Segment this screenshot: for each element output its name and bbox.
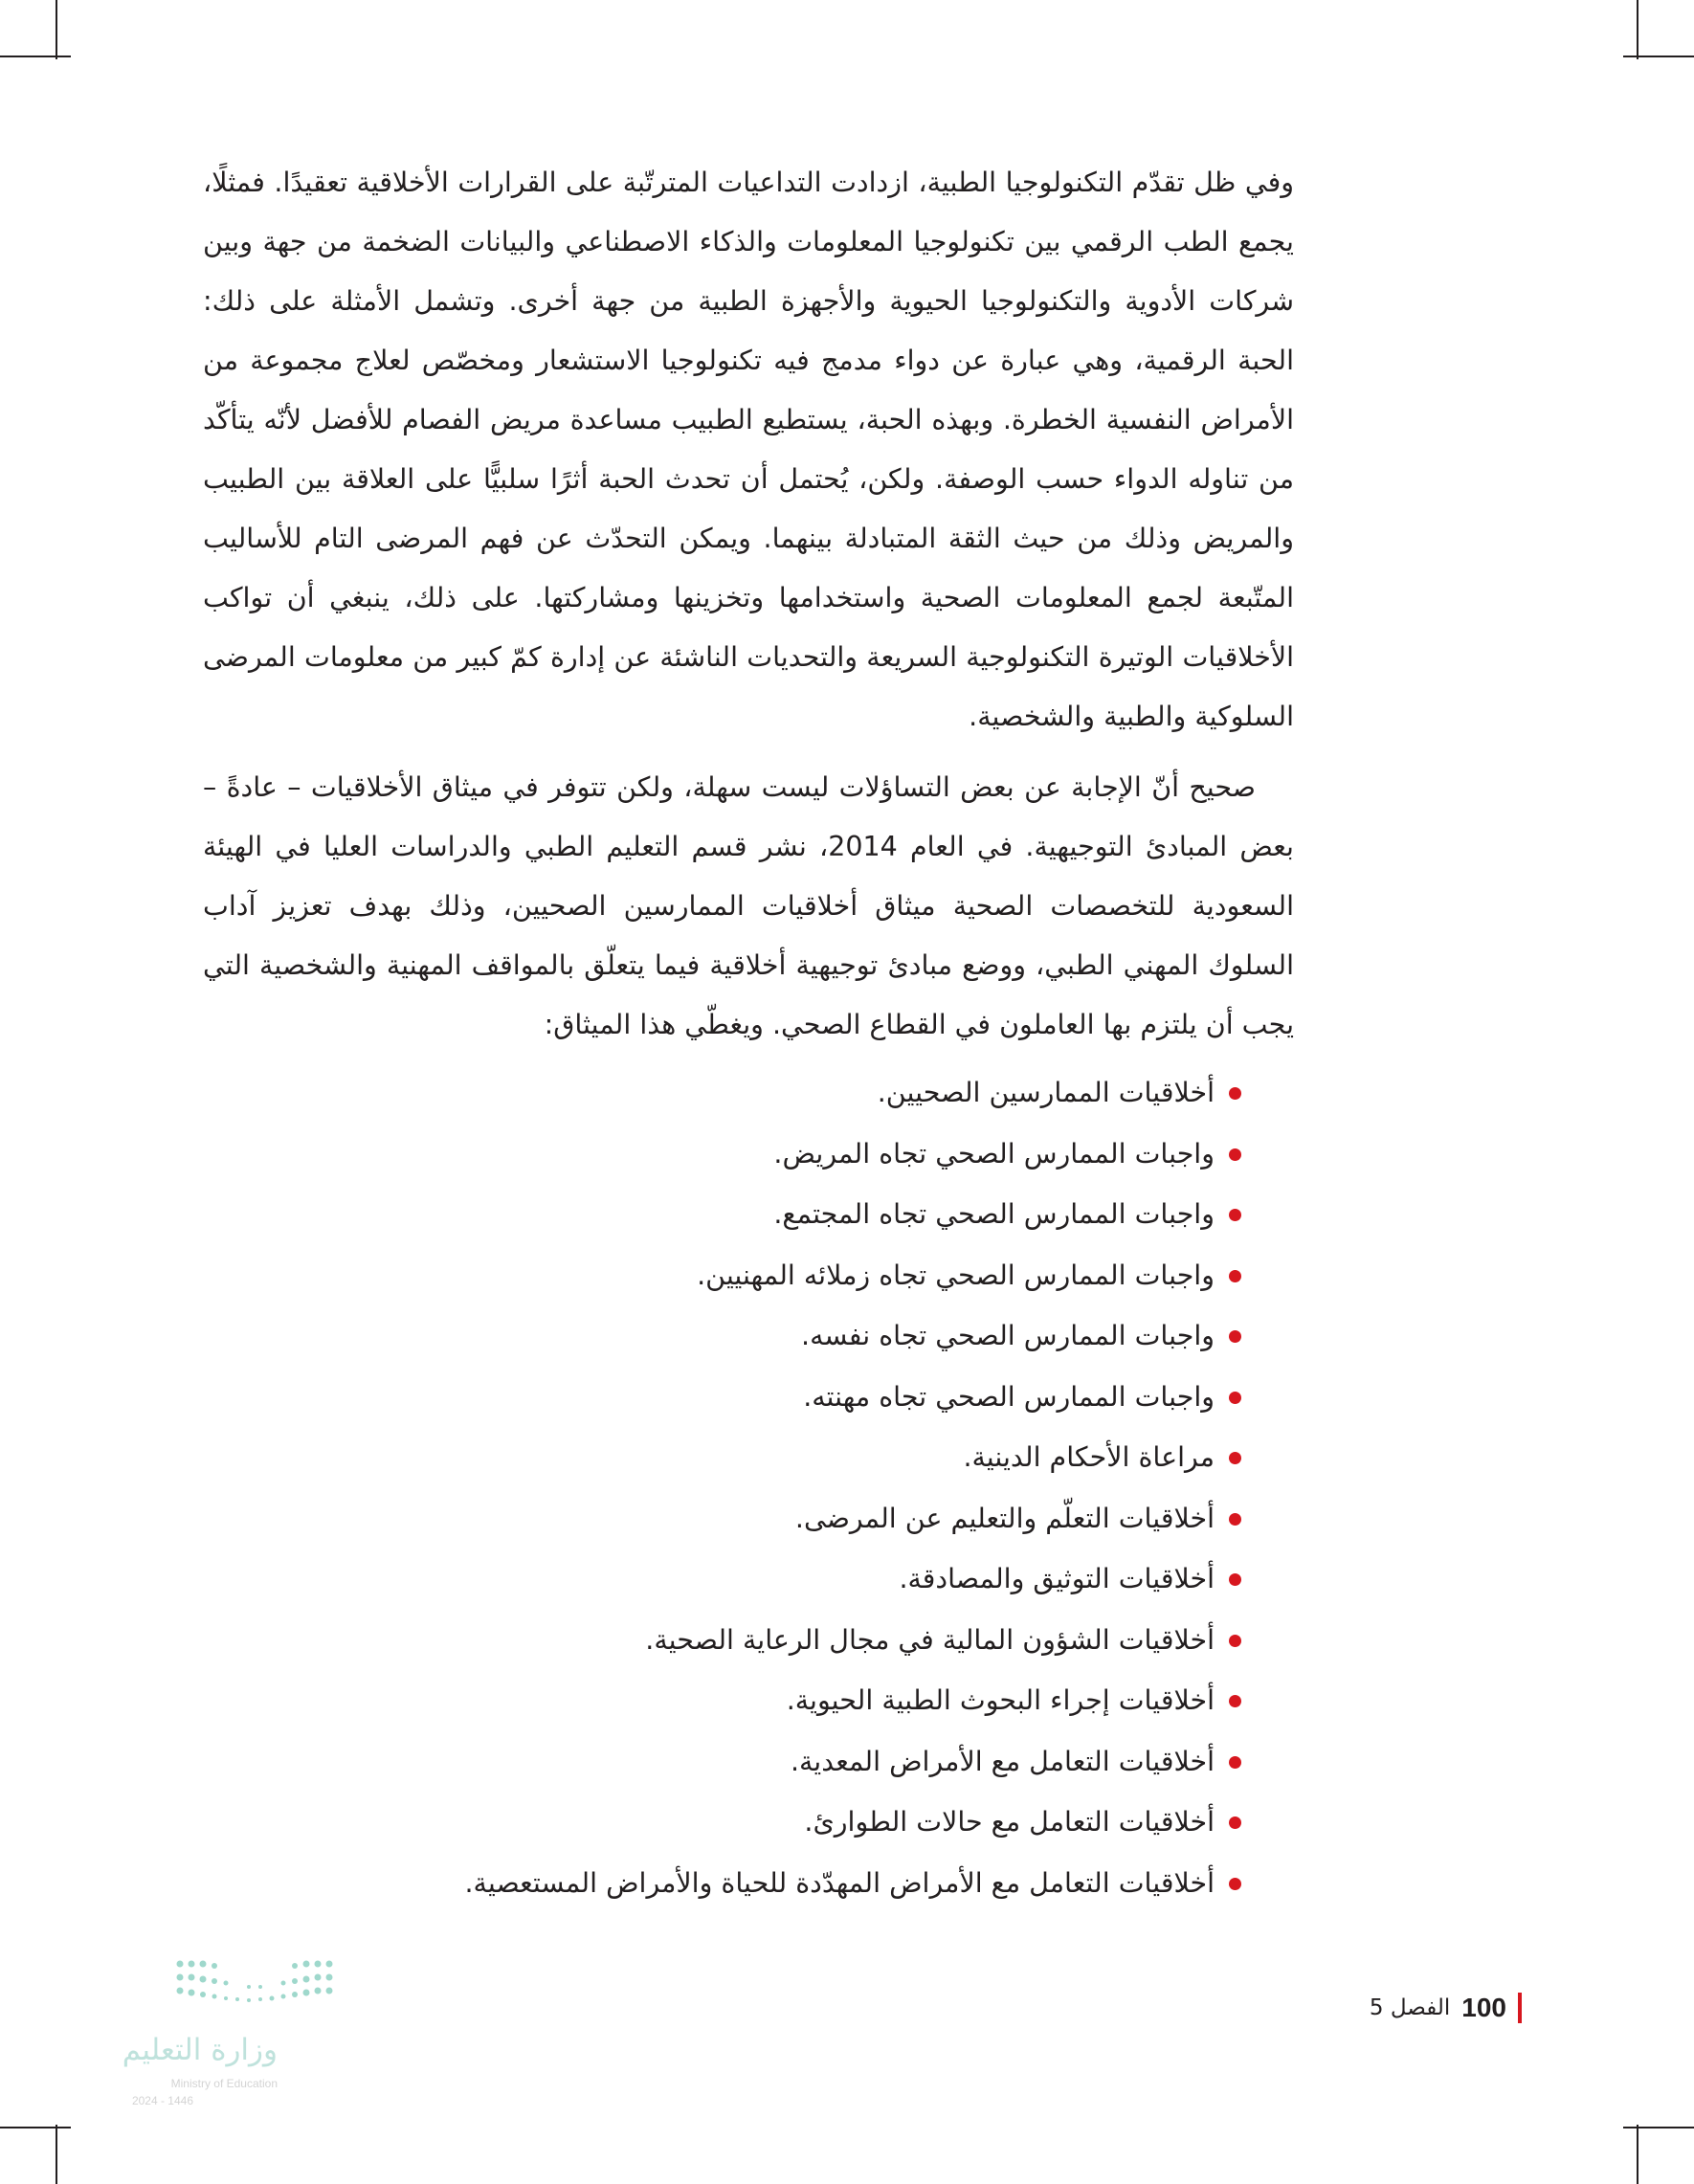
bullet-dot-icon [1229,1695,1241,1707]
list-item-text: أخلاقيات التعامل مع الأمراض المعدية. [790,1745,1215,1777]
bullet-dot-icon [1229,1878,1241,1890]
crop-mark [0,2127,71,2128]
list-item-text: أخلاقيات الممارسين الصحيين. [877,1077,1215,1108]
ministry-logo [96,1949,354,2111]
ministry-name-arabic: وزارة التعليم [122,2033,278,2067]
bullet-dot-icon [1229,1573,1241,1586]
bullet-dot-icon [1229,1330,1241,1343]
list-item-text: واجبات الممارس الصحي تجاه نفسه. [801,1320,1215,1351]
charter-topics-list [203,1062,1294,1913]
crop-mark [56,2125,57,2184]
bullet-dot-icon [1229,1270,1241,1282]
list-item [203,1853,1294,1914]
list-item [203,1062,1294,1124]
list-item [203,1305,1294,1367]
bullet-dot-icon [1229,1513,1241,1526]
list-item [203,1792,1294,1853]
list-item [203,1488,1294,1549]
list-item-text: واجبات الممارس الصحي تجاه المريض. [773,1137,1215,1170]
bullet-dot-icon [1229,1392,1241,1404]
crop-mark [1623,2127,1694,2128]
page-body [203,153,1294,1913]
page-footer [1321,1987,1522,2029]
list-item [203,1184,1294,1245]
ministry-dots-icon [172,1956,345,2014]
list-item [203,1427,1294,1488]
list-item-text: أخلاقيات الشؤون المالية في مجال الرعاية الصحية. [645,1623,1215,1656]
list-item [203,1610,1294,1671]
list-item-text: مراعاة الأحكام الدينية. [963,1441,1215,1473]
chapter-label: الفصل 5 [1369,1995,1451,2020]
list-item-text: واجبات الممارس الصحي تجاه مهنته. [803,1380,1215,1413]
bullet-dot-icon [1229,1816,1241,1829]
list-item [203,1245,1294,1306]
page-number: 100 [1461,1993,1506,2022]
bullet-dot-icon [1229,1087,1241,1100]
footer-accent-bar [1518,1993,1522,2023]
crop-mark [1623,56,1694,57]
charter-paragraph: صحيح أنّ الإجابة عن بعض التساؤلات ليست سهلة، ولكن تتوفر في ميثاق الأخلاقيات – عادةً – بعض المبادئ التوجيهية. في العام 2014، نشر قسم التعليم الطبي والدراسات العليا في الهيئة السعودية للتخصصات الصحية ميثاق أخلاقيات الممارسين الصحيين، وذلك بهدف تعزيز آداب السلوك المهني الطبي، ووضع مبادئ توجيهية أخلاقية فيما يتعلّق بالمواقف المهنية والشخصية التي يجب أن يلتزم بها العاملون في القطاع الصحي. ويغطّي هذا الميثاق: [203,771,1294,1040]
list-item-text: واجبات الممارس الصحي تجاه المجتمع. [773,1198,1215,1230]
bullet-dot-icon [1229,1209,1241,1221]
list-item [203,1367,1294,1428]
list-item [203,1731,1294,1793]
edition-year: 2024 - 1446 [131,2094,193,2107]
list-item-text: واجبات الممارس الصحي تجاه زملائه المهنيين. [697,1259,1215,1291]
list-item-text: أخلاقيات التعلّم والتعليم عن المرضى. [794,1502,1215,1534]
intro-paragraph: وفي ظل تقدّم التكنولوجيا الطبية، ازدادت التداعيات المترتّبة على القرارات الأخلاقية تعقيدًا. فمثلًا، يجمع الطب الرقمي بين تكنولوجيا المعلومات والذكاء الاصطناعي والبيانات الضخمة من جهة وبين شركات الأدوية والتكنولوجيا الحيوية والأجهزة الطبية من جهة أخرى. وتشمل الأمثلة على ذلك: الحبة الرقمية، وهي عبارة عن دواء مدمج فيه تكنولوجيا الاستشعار ومخصّص لعلاج مجموعة من الأمراض النفسية الخطرة. وبهذه الحبة، يستطيع الطبيب مساعدة مريض الفصام للأفضل لأنّه يتأكّد من تناوله الدواء حسب الوصفة. ولكن، يُحتمل أن تحدث الحبة أثرًا سلبيًّا على العلاقة بين الطبيب والمريض وذلك من حيث الثقة المتبادلة بينهما. ويمكن التحدّث عن فهم المرضى التام للأساليب المتّبعة لجمع المعلومات الصحية واستخدامها وتخزينها ومشاركتها. على ذلك، ينبغي أن تواكب الأخلاقيات الوتيرة التكنولوجية السريعة والتحديات الناشئة عن إدارة كمّ كبير من معلومات المرضى السلوكية والطبية والشخصية. [203,167,1294,732]
bullet-dot-icon [1229,1635,1241,1647]
crop-mark [56,0,57,59]
list-item-text: أخلاقيات التعامل مع حالات الطوارئ. [804,1806,1215,1838]
bullet-dot-icon [1229,1148,1241,1161]
list-item [203,1124,1294,1185]
bullet-dot-icon [1229,1756,1241,1769]
crop-mark [1637,2125,1638,2184]
crop-mark [1637,0,1638,59]
bullet-dot-icon [1229,1452,1241,1464]
list-item-text: أخلاقيات التعامل مع الأمراض المهدّدة للحياة والأمراض المستعصية. [464,1866,1215,1899]
list-item [203,1670,1294,1731]
crop-mark [0,56,71,57]
list-item [203,1549,1294,1610]
list-item-text: أخلاقيات التوثيق والمصادقة. [899,1563,1215,1594]
list-item-text: أخلاقيات إجراء البحوث الطبية الحيوية. [786,1684,1215,1716]
ministry-name-english: Ministry of Education [170,2077,278,2090]
